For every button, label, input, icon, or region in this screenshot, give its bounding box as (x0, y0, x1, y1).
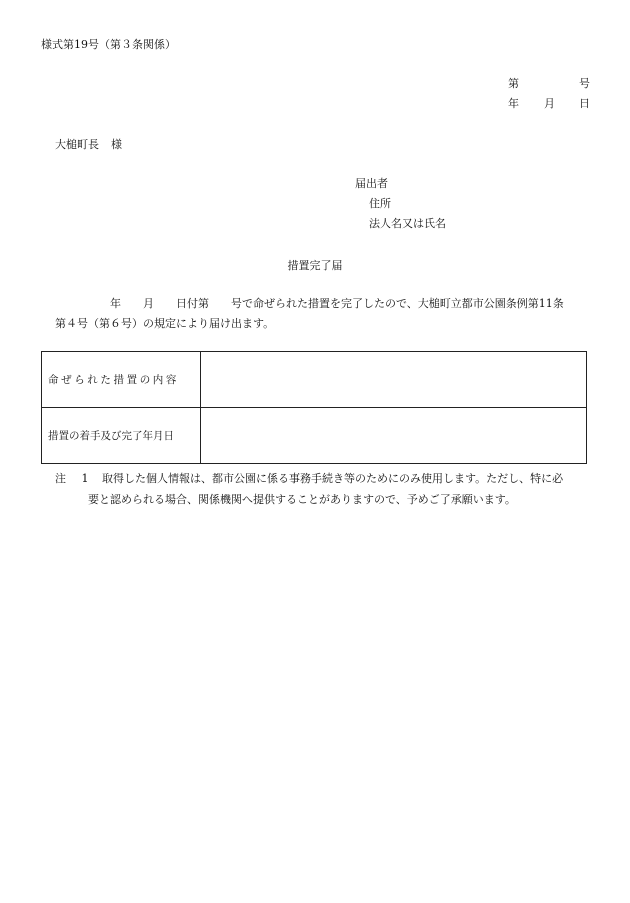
note-number: 1 (81, 472, 89, 485)
measure-dates-label: 措置の着手及び完了年月日 (42, 408, 201, 464)
note-text-1: 取得した個人情報は、都市公園に係る事務手続き等のためにのみ使用します。ただし、特に必 (102, 472, 564, 485)
document-date-line (508, 97, 590, 111)
notifier-label: 届出者 (355, 177, 388, 190)
name-label: 法人名又は氏名 (369, 217, 446, 230)
body-rest: 号で命ぜられた措置を完了したので、大槌町立都市公園条例第11条 (231, 297, 564, 310)
note-line-2: 要と認められる場合、関係機関へ提供することがありますので、予めご了承願います。 (88, 493, 516, 506)
addressee-name: 大槌町長 (55, 138, 99, 151)
note-prefix: 注 (55, 472, 66, 485)
measure-content-field[interactable] (201, 352, 587, 408)
date-year: 年 (508, 97, 519, 110)
form-number: 様式第19号（第３条関係） (41, 38, 176, 51)
body-month: 月 (143, 297, 154, 310)
addressee (55, 138, 122, 152)
document-title: 措置完了届 (287, 259, 343, 272)
date-month: 月 (544, 97, 555, 110)
body-line-1 (110, 297, 564, 311)
date-day: 日 (579, 97, 590, 110)
body-year: 年 (110, 297, 121, 310)
body-line-2: 第４号（第６号）の規定により届け出ます。 (55, 317, 275, 330)
number-gou: 号 (579, 77, 590, 90)
measure-dates-field[interactable] (201, 408, 587, 464)
table-row (42, 408, 587, 464)
document-number-line (508, 77, 590, 91)
note-line-1 (55, 472, 563, 486)
number-dai: 第 (508, 77, 519, 90)
addressee-honorific: 様 (111, 138, 122, 151)
measure-table (41, 351, 587, 464)
address-label: 住所 (369, 197, 391, 210)
body-dated-no: 日付第 (176, 297, 209, 310)
table-row (42, 352, 587, 408)
measure-content-label: 命ぜられた措置の内容 (42, 352, 201, 408)
